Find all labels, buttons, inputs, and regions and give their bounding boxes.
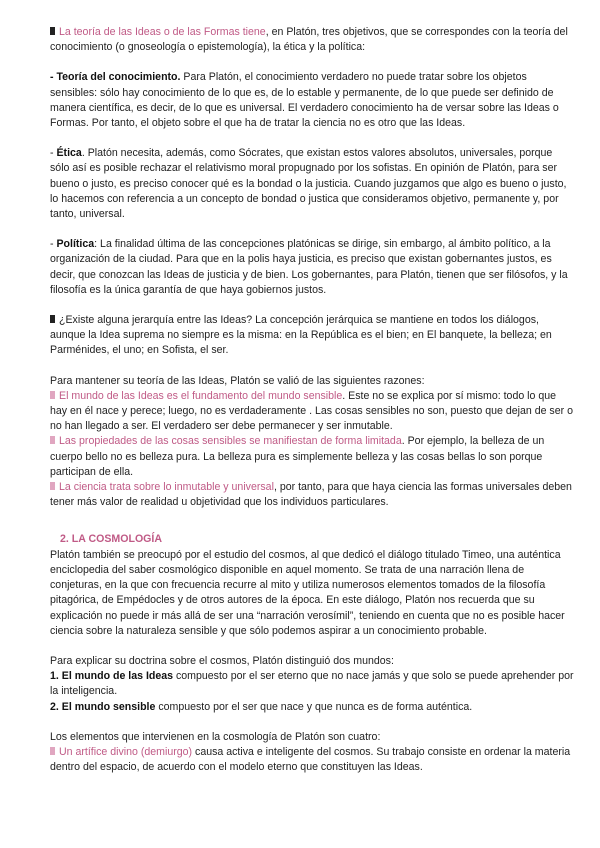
- conocimiento-label: - Teoría del conocimiento.: [50, 71, 181, 84]
- elementos-intro: Los elementos que intervienen en la cosmología de Platón son cuatro:: [50, 730, 381, 743]
- bullet-square-icon: [50, 747, 55, 755]
- conocimiento-paragraph: [50, 70, 574, 131]
- razon-highlight: El mundo de las Ideas es el fundamento del mundo sensible: [59, 389, 343, 402]
- bullet-square-icon: [50, 315, 55, 323]
- razon-text: . Por ejemplo, la belleza de un cuerpo bello no es belleza pura. La belleza pura es simplemente belleza y las cosas bellas lo son porque participan de ella.: [50, 435, 545, 478]
- bullet-square-icon: [50, 27, 55, 35]
- mundo-label: 1. El mundo de las Ideas: [50, 670, 174, 683]
- jerarquia-text: ¿Existe alguna jerarquía entre las Ideas? La concepción jerárquica se mantiene en todos los diálogos, aunque la Idea suprema no siempre es la misma: en la República es el bien; en El banquete, la belleza; en Parménides, el uno; en Sofista, el ser.: [50, 314, 552, 357]
- conocimiento-text: Para Platón, el conocimiento verdadero no puede tratar sobre los objetos sensibles: sólo hay conocimiento de lo que es, de lo estable y permanente, de lo que puede ser definido de manera científica, es decir, de lo que es universal. El verdadero conocimiento ha de versar sobre las Ideas o Formas. Por tanto, el objeto sobre el que ha de tratar la ciencia no es otro que las Ideas.: [50, 71, 559, 130]
- razon-item: [50, 389, 574, 435]
- razon-highlight: Las propiedades de las cosas sensibles se manifiestan de forma limitada: [59, 435, 402, 448]
- razon-item: [50, 480, 574, 510]
- bullet-square-icon: [50, 436, 55, 444]
- mundos-intro: Para explicar su doctrina sobre el cosmos, Platón distinguió dos mundos:: [50, 654, 394, 667]
- etica-paragraph: [50, 146, 574, 222]
- mundo-label: 2. El mundo sensible: [50, 700, 156, 713]
- elemento-text: causa activa e inteligente del cosmos. Su trabajo consiste en ordenar la materia dentro del espacio, de acuerdo con el modelo eterno que constituyen las Ideas.: [50, 745, 571, 774]
- jerarquia-paragraph: [50, 313, 574, 359]
- razon-text: . Este no se explica por sí mismo: todo lo que hay en él nace y perece; luego, no es verdaderamente . Las cosas sensibles no son, puesto que dejan de ser o no han llegado a ser. El verdadero ser debe permanecer y ser inmutable.: [50, 389, 573, 433]
- intro-paragraph: [50, 25, 574, 55]
- mundo-item: [50, 669, 574, 699]
- bullet-square-icon: [50, 391, 55, 399]
- razon-item: [50, 434, 574, 480]
- razon-highlight: La ciencia trata sobre lo inmutable y universal: [59, 481, 274, 494]
- etica-label: Ética: [56, 147, 82, 160]
- mundo-item: [50, 700, 574, 715]
- razones-intro: Para mantener su teoría de las Ideas, Platón se valió de las siguientes razones:: [50, 374, 425, 387]
- section-heading: 2. LA COSMOLOGÍA: [60, 533, 163, 546]
- bullet-square-icon: [50, 482, 55, 490]
- mundo-text: compuesto por el ser eterno que no nace jamás y que solo se puede aprehender por la inteligencia.: [50, 670, 574, 698]
- politica-paragraph: [50, 237, 574, 298]
- cosmologia-paragraph: Platón también se preocupó por el estudio del cosmos, al que dedicó el diálogo titulado Timeo, una auténtica enciclopedia del saber cosmológico disponible en aquel momento. Se trata de una narración llena de conjeturas, en la que con frecuencia recurre al mito y utiliza numerosos elementos tomados de la filosofía pitagórica, de Empédocles y de otros autores de la época. En este diálogo, Platón nos recuerda que su explicación no puede ir más allá de ser una “narración verosímil”, teniendo en cuenta que no es posible hacer ciencia sobre la naturaleza sensible y que sólo podemos aspirar a un conocimiento probable.: [50, 548, 565, 637]
- politica-label: Política: [56, 238, 95, 251]
- elemento-item: [50, 745, 574, 775]
- mundo-text: compuesto por el ser que nace y que nunca es de forma auténtica.: [155, 700, 473, 713]
- politica-text: : La finalidad última de las concepciones platónicas se dirige, sin embargo, al ámbito político, a la organización de la ciudad. Para que en la polis haya justicia, es preciso que existan gobernantes justos, es decir, que conozcan las Ideas de justicia y de bien. Los gobernantes, para Platón, tienen que ser filósofos, y la filosofía es la única garantía de que haya gobiernos justos.: [50, 238, 568, 296]
- elemento-highlight: Un artífice divino (demiurgo): [59, 745, 193, 758]
- intro-highlight: La teoría de las Ideas o de las Formas tiene: [59, 26, 266, 38]
- etica-text: . Platón necesita, además, como Sócrates, que existan estos valores absolutos, universales, porque sólo así es posible rechazar el relativismo moral propugnado por los sofistas. En opinión de Platón, para ser bueno o justo, es preciso conocer qué es la bondad o la justicia. Cuando juzgamos que algo es bueno o justo, lo hacemos con referencia a un concepto de bondad o justica que consideramos objetivo, permanente y, por tanto, universal.: [50, 147, 567, 221]
- intro-text: , en Platón, tres objetivos, que se correspondes con la teoría del conocimiento (o gnoseología o epistemología), la ética y la política:: [50, 26, 568, 54]
- politica-prefix: -: [50, 238, 57, 251]
- razon-text: , por tanto, para que haya ciencia las formas universales deben tener más valor de realidad u objetividad que los individuos particulares.: [50, 481, 572, 509]
- etica-prefix: -: [50, 147, 57, 160]
